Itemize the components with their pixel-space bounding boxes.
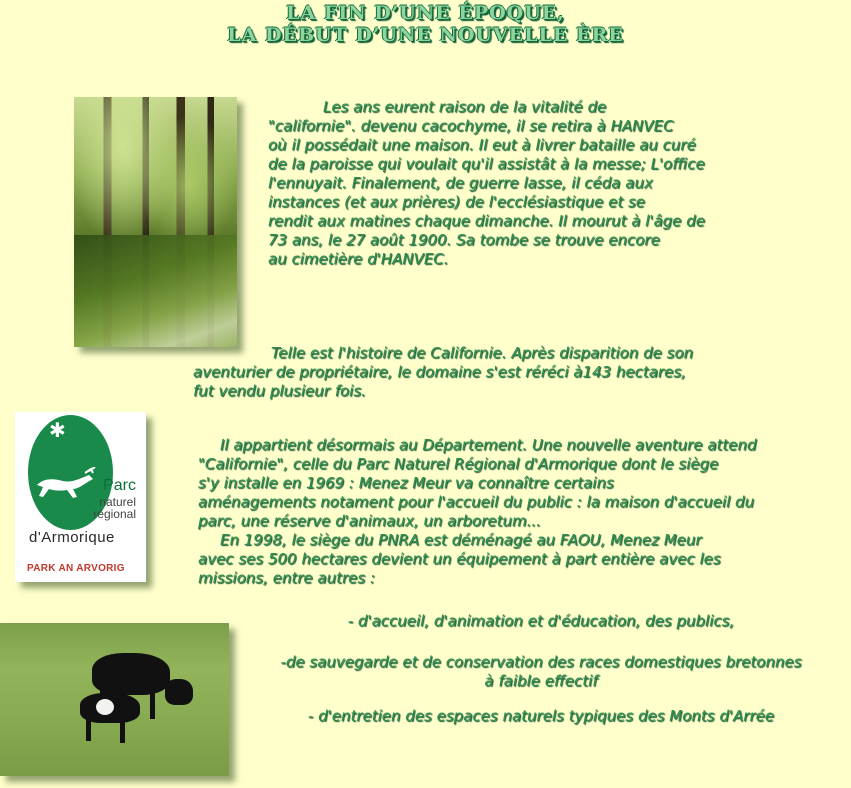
page-title — [0, 2, 851, 46]
text-line: aventurier de propriétaire, le domaine s'est réréci à143 hectares, — [193, 363, 686, 381]
mission-item-2: -de sauvegarde et de conservation des races domestiques bretonnes — [280, 653, 802, 671]
asterisk-star-icon: ✱ — [49, 418, 66, 442]
text-line: 73 ans, le 27 août 1900. Sa tombe se trouve encore — [268, 231, 660, 249]
logo-text-breton: PARK AN ARVORIG — [27, 563, 125, 574]
text-line: s'y installe en 1969 : Menez Meur va connaître certains — [198, 474, 614, 492]
text-line: de la paroisse qui voulait qu'il assistât à la messe; L'office — [268, 155, 705, 173]
text-line: avec ses 500 hectares devient un équipement à part entière avec les — [198, 550, 721, 568]
pnra-logo — [15, 412, 146, 582]
cow-head — [165, 679, 193, 705]
text-line: parc, une réserve d'animaux, un arboretum... — [198, 512, 541, 530]
calf-leg — [120, 719, 125, 743]
running-deer-icon — [33, 467, 97, 507]
logo-text-parc: Parc — [103, 477, 136, 494]
text-line: "Californie", celle du Parc Naturel Régional d'Armorique dont le siège — [198, 455, 719, 473]
mission-item-3: - d'entretien des espaces naturels typiques des Monts d'Arrée — [307, 707, 775, 725]
text-line: rendit aux matines chaque dimanche. Il mourut à l'âge de — [268, 212, 705, 230]
mission-item-1: - d'accueil, d'animation et d'éducation, des publics, — [347, 612, 735, 630]
text-line: instances (et aux prières) de l'ecclésiastique et se — [268, 193, 646, 211]
title-line-1: LA FIN D’UNE ÉPOQUE, — [286, 2, 565, 24]
text-line: missions, entre autres : — [198, 569, 376, 587]
text-line: l'ennuyait. Finalement, de guerre lasse, il céda aux — [268, 174, 653, 192]
paragraph-retirement — [268, 98, 788, 269]
paragraph-department — [198, 436, 846, 588]
text-line: En 1998, le siège du PNRA est déménagé au FAOU, Menez Meur — [220, 531, 702, 549]
logo-text-regional: régional — [93, 507, 136, 521]
text-line: fut vendu plusieur fois. — [193, 382, 366, 400]
forest-photo — [74, 97, 237, 347]
calf-leg — [86, 719, 91, 741]
text-line: Il appartient désormais au Département. Une nouvelle aventure attend — [220, 436, 757, 454]
mossy-bank — [74, 235, 237, 348]
black-cow — [92, 653, 170, 695]
cows-photo — [0, 623, 229, 776]
calf-patch — [96, 699, 114, 715]
mission-list — [234, 612, 848, 726]
logo-text-naturel: naturel — [99, 495, 136, 509]
cow-leg — [150, 691, 155, 719]
text-line: "californie". devenu cacochyme, il se retira à HANVEC — [268, 117, 674, 135]
text-line: au cimetière d'HANVEC. — [268, 250, 449, 268]
logo-text-armorique: d'Armorique — [29, 529, 115, 546]
text-line: Les ans eurent raison de la vitalité de — [323, 98, 607, 116]
text-line: aménagements notament pour l'accueil du public : la maison d'accueil du — [198, 493, 755, 511]
text-line: où il possédait une maison. Il eut à livrer bataille au curé — [268, 136, 696, 154]
title-line-2: LA DÉBUT D’UNE NOUVELLE ÈRE — [227, 24, 624, 46]
paragraph-history — [193, 344, 833, 401]
mission-item-2-cont: à faible effectif — [484, 672, 598, 690]
text-line: Telle est l'histoire de Californie. Après disparition de son — [271, 344, 694, 362]
